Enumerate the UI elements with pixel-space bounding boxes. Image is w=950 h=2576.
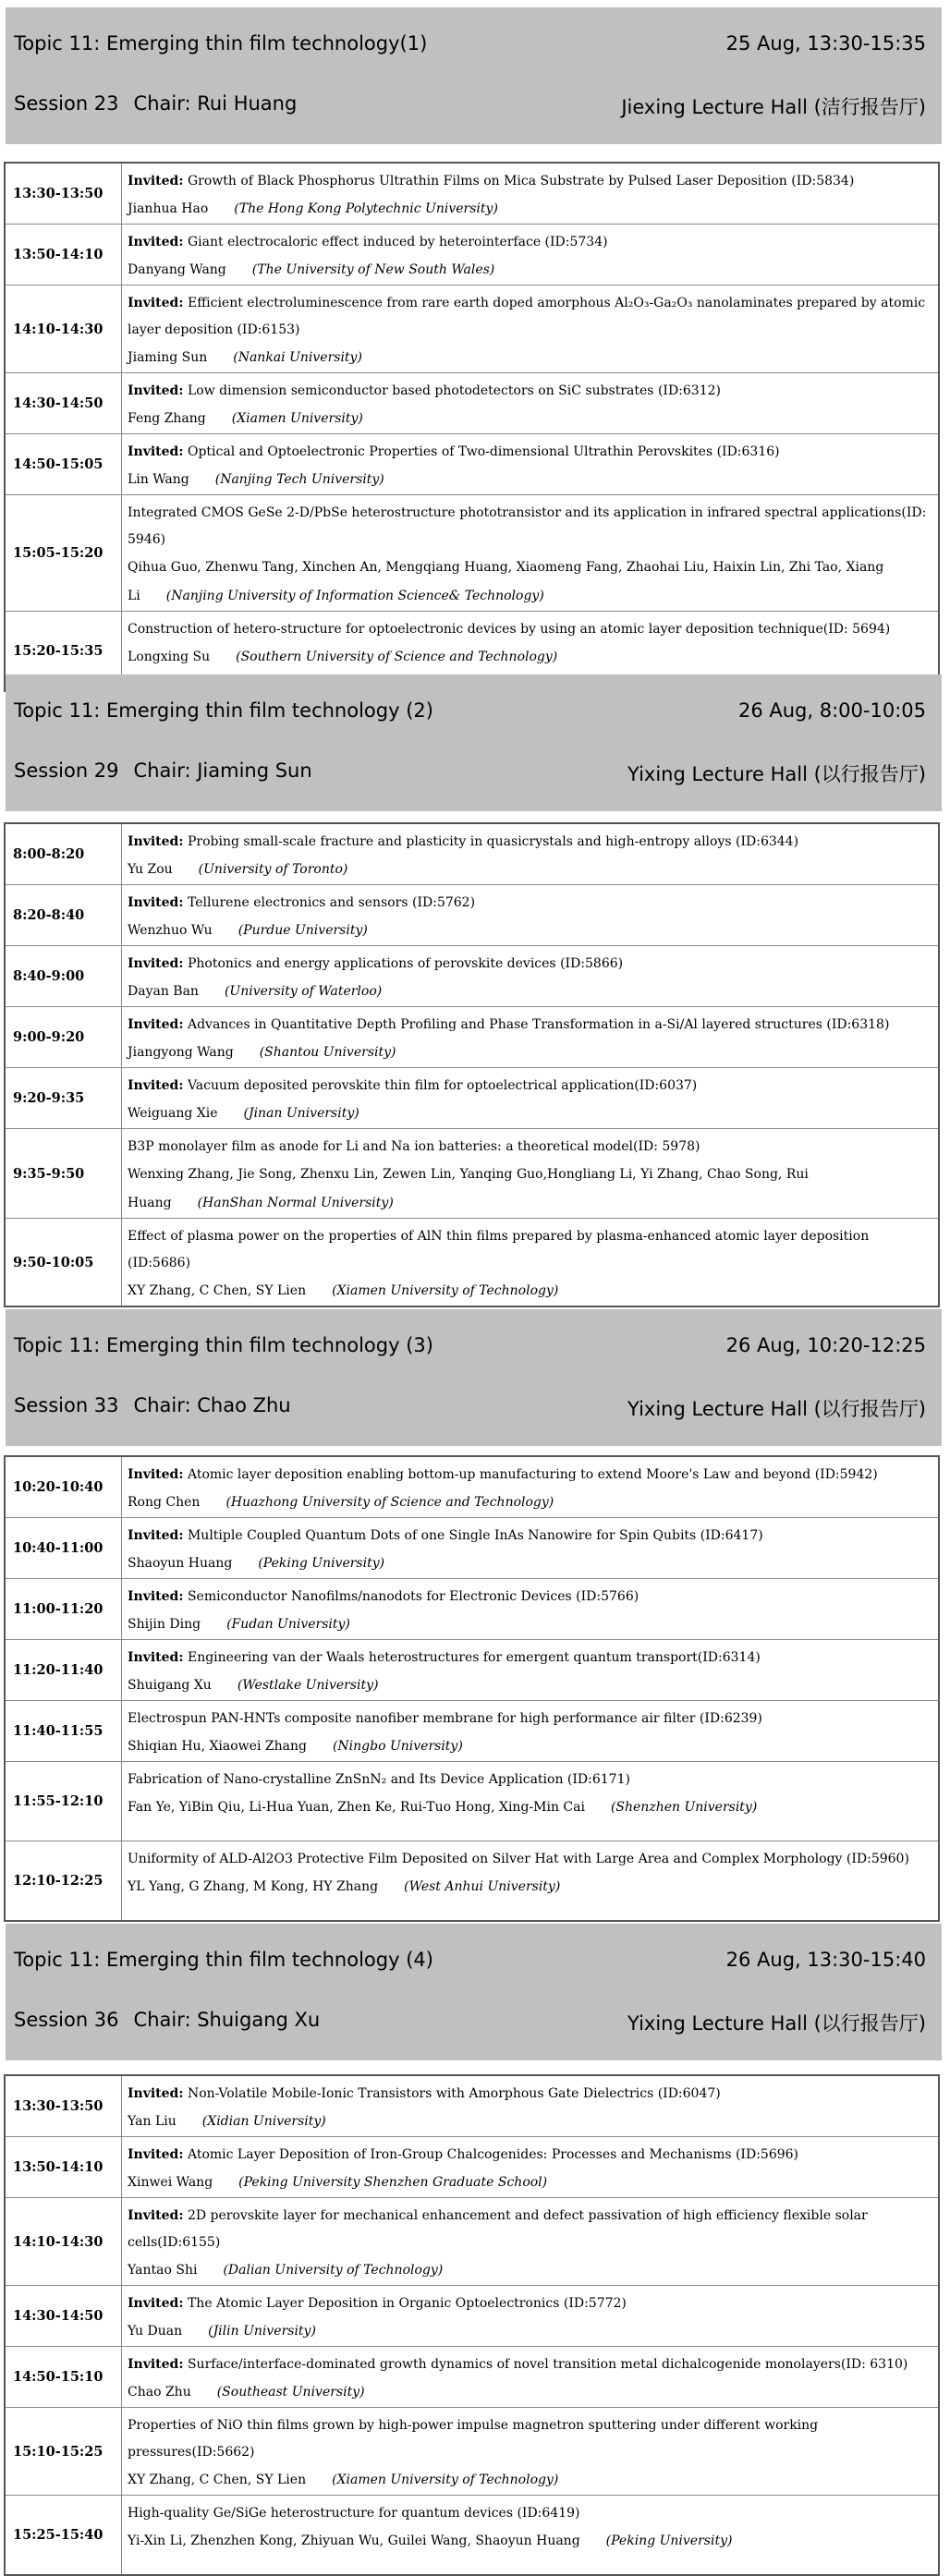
talk-time: 15:20-15:35 — [6, 612, 122, 690]
talk-content — [122, 1579, 938, 1639]
session-number: Session 33 — [14, 1394, 119, 1416]
talk-time: 11:55-12:10 — [6, 1762, 122, 1841]
talk-authors: Yu Zou — [128, 862, 173, 877]
talk-content — [122, 1701, 938, 1761]
talk-title: Low dimension semiconductor based photodetectors on SiC substrates (ID:6312) — [187, 383, 721, 398]
session-venue: Yixing Lecture Hall (以行报告厅) — [627, 2012, 926, 2035]
talk-time: 9:20-9:35 — [6, 1068, 122, 1128]
table-row — [6, 1639, 938, 1700]
talk-title: Integrated CMOS GeSe 2-D/PbSe heterostructure phototransistor and its application in infrared spectral applications(ID: 5946) — [128, 505, 927, 547]
talk-affiliation: (Xiamen University) — [231, 411, 363, 426]
talk-title: Engineering van der Waals heterostructures for emergent quantum transport(ID:6314) — [187, 1650, 761, 1665]
talk-affiliation: (Southeast University) — [216, 2385, 365, 2400]
talk-title: Vacuum deposited perovskite thin film for optoelectrical application(ID:6037) — [187, 1078, 698, 1093]
talk-time: 11:40-11:55 — [6, 1701, 122, 1761]
invited-label: Invited: — [128, 2357, 184, 2372]
talk-authors-line — [128, 553, 932, 611]
talk-title: Probing small-scale fracture and plasticity in quasicrystals and high-entropy alloys (ID:6344) — [187, 834, 799, 849]
schedule-table — [4, 162, 940, 692]
talk-title-line — [128, 500, 932, 553]
talk-affiliation: (The University of New South Wales) — [251, 262, 495, 277]
talk-authors: Chao Zhu — [128, 2385, 191, 2400]
session-number: Session 36 — [14, 2009, 119, 2031]
talk-authors-line — [128, 2169, 932, 2197]
session-header — [6, 1924, 942, 2060]
session-number: Session 23 — [14, 92, 119, 115]
talk-content — [122, 225, 938, 285]
talk-time: 9:50-10:05 — [6, 1219, 122, 1306]
session-chair: Chair: Rui Huang — [133, 92, 298, 115]
talk-title-line — [128, 890, 932, 917]
talk-content — [122, 2137, 938, 2197]
talk-time: 14:10-14:30 — [6, 2198, 122, 2285]
session-datetime: 26 Aug, 13:30-15:40 — [725, 1949, 926, 1971]
talk-authors: Shijin Ding — [128, 1617, 201, 1632]
talk-affiliation: (Fudan University) — [226, 1617, 350, 1632]
talk-title-line — [128, 1523, 932, 1549]
talk-authors: Yi-Xin Li, Zhenzhen Kong, Zhiyuan Wu, Guilei Wang, Shaoyun Huang — [128, 2533, 580, 2548]
talk-authors: Yantao Shi — [128, 2263, 198, 2278]
talk-time: 11:00-11:20 — [6, 1579, 122, 1639]
talk-time: 10:40-11:00 — [6, 1518, 122, 1578]
table-row — [6, 164, 938, 224]
talk-content — [122, 164, 938, 224]
talk-title: Construction of hetero-structure for optoelectronic devices by using an atomic layer deposition technique(ID: 5694) — [128, 622, 891, 637]
invited-label: Invited: — [128, 1078, 184, 1093]
talk-title-line — [128, 1767, 932, 1793]
talk-authors-line — [128, 2317, 932, 2346]
talk-authors-line — [128, 856, 932, 884]
talk-title: Electrospun PAN-HNTs composite nanofiber membrane for high performance air filter (ID:6239) — [128, 1711, 762, 1726]
talk-content — [122, 1068, 938, 1128]
header-line-topic — [14, 699, 926, 722]
talk-title-line — [128, 2351, 932, 2378]
talk-authors: Shiqian Hu, Xiaowei Zhang — [128, 1739, 307, 1754]
talk-title: Uniformity of ALD-Al2O3 Protective Film Deposited on Silver Hat with Large Area and Complex Morphology (ID:5960) — [128, 1852, 909, 1866]
table-row — [6, 433, 938, 494]
talk-title-line — [128, 1223, 932, 1277]
talk-content — [122, 2408, 938, 2495]
session-chair: Chair: Chao Zhu — [133, 1394, 291, 1416]
session-chair: Chair: Jiaming Sun — [133, 759, 312, 782]
invited-label: Invited: — [128, 895, 184, 910]
invited-label: Invited: — [128, 2296, 184, 2311]
talk-affiliation: (University of Toronto) — [198, 862, 348, 877]
talk-authors: Wenxing Zhang, Jie Song, Zhenxu Lin, Zewen Lin, Yanqing Guo,Hongliang Li, Yi Zhang, Chao Song, Rui Huang — [128, 1167, 809, 1210]
schedule-table — [4, 2074, 940, 2576]
header-line-session — [14, 759, 926, 787]
talk-title-line — [128, 616, 932, 643]
session-venue: Yixing Lecture Hall (以行报告厅) — [627, 763, 926, 785]
session-datetime: 25 Aug, 13:30-15:35 — [725, 32, 926, 55]
talk-affiliation: (West Anhui University) — [404, 1879, 561, 1894]
talk-title-line — [128, 829, 932, 856]
talk-authors-line — [128, 1549, 932, 1578]
talk-affiliation: (Purdue University) — [238, 923, 368, 938]
talk-title: Growth of Black Phosphorus Ultrathin Films on Mica Substrate by Pulsed Laser Deposition (ID:5834) — [187, 174, 855, 188]
talk-content — [122, 1219, 938, 1306]
talk-authors-line — [128, 1488, 932, 1517]
table-row — [6, 2285, 938, 2346]
header-line-topic — [14, 1334, 926, 1356]
table-row — [6, 1218, 938, 1306]
talk-authors: XY Zhang, C Chen, SY Lien — [128, 2473, 307, 2487]
talk-title: Properties of NiO thin films grown by high-power impulse magnetron sputtering under different working pressures(ID:5662) — [128, 2418, 819, 2460]
talk-time: 11:20-11:40 — [6, 1640, 122, 1700]
table-row — [6, 884, 938, 945]
table-row — [6, 494, 938, 611]
talk-authors-line — [128, 1160, 932, 1218]
table-row — [6, 224, 938, 285]
talk-time: 14:50-15:10 — [6, 2347, 122, 2407]
talk-title-line — [128, 229, 932, 256]
talk-authors: Yan Liu — [128, 2114, 177, 2129]
talk-authors-line — [128, 256, 932, 285]
talk-content — [122, 2496, 938, 2574]
table-row — [6, 1841, 938, 1920]
talk-authors-line — [128, 1732, 932, 1761]
table-row — [6, 285, 938, 372]
talk-time: 8:00-8:20 — [6, 824, 122, 884]
talk-title: Fabrication of Nano-crystalline ZnSnN₂ and Its Device Application (ID:6171) — [128, 1772, 630, 1787]
invited-label: Invited: — [128, 2208, 184, 2223]
talk-title: 2D perovskite layer for mechanical enhancement and defect passivation of high efficiency flexible solar cells(ID:6155) — [128, 2208, 868, 2250]
talk-content — [122, 495, 938, 611]
talk-title: Photonics and energy applications of perovskite devices (ID:5866) — [187, 956, 624, 971]
talk-title-line — [128, 2290, 932, 2317]
talk-authors: Qihua Guo, Zhenwu Tang, Xinchen An, Mengqiang Huang, Xiaomeng Fang, Zhaohai Liu, Haixin Lin, Zhi Tao, Xiang Li — [128, 560, 884, 603]
talk-time: 13:30-13:50 — [6, 164, 122, 224]
talk-authors: Yu Duan — [128, 2324, 183, 2339]
session-header — [6, 1309, 942, 1446]
table-row — [6, 2197, 938, 2285]
talk-authors-line — [128, 2466, 932, 2495]
talk-content — [122, 1640, 938, 1700]
talk-authors: Weiguang Xie — [128, 1106, 218, 1121]
talk-authors: Longxing Su — [128, 650, 211, 664]
session-chair-group — [14, 92, 297, 120]
talk-affiliation: (Nankai University) — [233, 350, 362, 365]
invited-label: Invited: — [128, 1467, 184, 1482]
talk-title: Semiconductor Nanofilms/nanodots for Electronic Devices (ID:5766) — [187, 1589, 639, 1604]
talk-title: Atomic layer deposition enabling bottom-up manufacturing to extend Moore's Law and beyond (ID:5942) — [187, 1467, 878, 1482]
talk-authors-line — [128, 1793, 932, 1822]
session-chair: Chair: Shuigang Xu — [133, 2009, 321, 2031]
header-line-session — [14, 92, 926, 120]
talk-title-line — [128, 2142, 932, 2169]
talk-affiliation: (Shantou University) — [259, 1045, 396, 1060]
talk-title-line — [128, 1012, 932, 1039]
table-row — [6, 1578, 938, 1639]
talk-content — [122, 1762, 938, 1841]
talk-affiliation: (The Hong Kong Polytechnic University) — [234, 201, 498, 216]
talk-time: 9:35-9:50 — [6, 1129, 122, 1218]
talk-authors-line — [128, 2527, 932, 2556]
talk-authors: Xinwei Wang — [128, 2175, 213, 2190]
invited-label: Invited: — [128, 1017, 184, 1032]
talk-affiliation: (HanShan Normal University) — [197, 1196, 394, 1210]
table-row — [6, 1006, 938, 1067]
talk-title-line — [128, 1073, 932, 1100]
talk-title-line — [128, 439, 932, 466]
talk-authors-line — [128, 1039, 932, 1067]
invited-label: Invited: — [128, 235, 184, 249]
talk-content — [122, 2076, 938, 2136]
talk-title-line — [128, 1846, 932, 1873]
talk-authors-line — [128, 2108, 932, 2136]
talk-title-line — [128, 378, 932, 405]
table-row — [6, 2136, 938, 2197]
talk-affiliation: (Jinan University) — [243, 1106, 359, 1121]
talk-content — [122, 885, 938, 945]
table-row — [6, 372, 938, 433]
talk-affiliation: (Xiamen University of Technology) — [332, 1283, 559, 1298]
talk-time: 8:20-8:40 — [6, 885, 122, 945]
talk-affiliation: (Ningbo University) — [332, 1739, 463, 1754]
talk-title-line — [128, 168, 932, 195]
talk-content — [122, 946, 938, 1006]
table-row — [6, 945, 938, 1006]
talk-affiliation: (Shenzhen University) — [610, 1800, 758, 1815]
topic-title: Topic 11: Emerging thin film technology (3) — [14, 1334, 433, 1356]
talk-time: 15:25-15:40 — [6, 2496, 122, 2574]
talk-authors: Shuigang Xu — [128, 1678, 212, 1693]
talk-title-line — [128, 290, 932, 344]
topic-title: Topic 11: Emerging thin film technology (4) — [14, 1949, 433, 1971]
talk-title: Optical and Optoelectronic Properties of Two-dimensional Ultrathin Perovskites (ID:6316) — [187, 444, 780, 459]
talk-time: 14:30-14:50 — [6, 373, 122, 433]
table-row — [6, 2495, 938, 2574]
talk-content — [122, 1457, 938, 1517]
talk-content — [122, 824, 938, 884]
invited-label: Invited: — [128, 1528, 184, 1543]
talk-time: 9:00-9:20 — [6, 1007, 122, 1067]
talk-content — [122, 1129, 938, 1218]
talk-authors-line — [128, 1277, 932, 1306]
talk-authors-line — [128, 917, 932, 945]
talk-authors-line — [128, 978, 932, 1006]
talk-authors-line — [128, 195, 932, 224]
invited-label: Invited: — [128, 383, 184, 398]
table-row — [6, 1700, 938, 1761]
topic-title: Topic 11: Emerging thin film technology (2) — [14, 699, 433, 722]
table-row — [6, 1067, 938, 1128]
talk-authors-line — [128, 2378, 932, 2407]
header-line-topic — [14, 32, 926, 55]
talk-title-line — [128, 951, 932, 978]
header-line-session — [14, 2009, 926, 2036]
talk-affiliation: (Huazhong University of Science and Technology) — [225, 1495, 554, 1510]
talk-content — [122, 1841, 938, 1920]
talk-authors-line — [128, 1873, 932, 1902]
invited-label: Invited: — [128, 296, 184, 310]
session-datetime: 26 Aug, 8:00-10:05 — [737, 699, 926, 722]
talk-affiliation: (Xidian University) — [201, 2114, 326, 2129]
table-row — [6, 2346, 938, 2407]
talk-authors: XY Zhang, C Chen, SY Lien — [128, 1283, 307, 1298]
invited-label: Invited: — [128, 1589, 184, 1604]
talk-time: 12:10-12:25 — [6, 1841, 122, 1920]
talk-authors-line — [128, 1671, 932, 1700]
talk-title-line — [128, 1706, 932, 1732]
invited-label: Invited: — [128, 174, 184, 188]
table-row — [6, 2076, 938, 2136]
header-line-topic — [14, 1949, 926, 1971]
session-chair-group — [14, 1394, 291, 1422]
talk-title-line — [128, 2500, 932, 2527]
talk-content — [122, 286, 938, 372]
talk-title: The Atomic Layer Deposition in Organic Optoelectronics (ID:5772) — [187, 2296, 627, 2311]
talk-title: Giant electrocaloric effect induced by heterointerface (ID:5734) — [187, 235, 608, 249]
talk-title: Surface/interface-dominated growth dynamics of novel transition metal dichalcogenide monolayers(ID: 6310) — [187, 2357, 908, 2372]
invited-label: Invited: — [128, 2147, 184, 2162]
talk-authors: Feng Zhang — [128, 411, 206, 426]
talk-title: Effect of plasma power on the properties of AlN thin films prepared by plasma-enhanced atomic layer deposition (ID:5686) — [128, 1229, 870, 1270]
talk-time: 15:05-15:20 — [6, 495, 122, 611]
talk-authors: Jiaming Sun — [128, 350, 208, 365]
talk-title: Non-Volatile Mobile-Ionic Transistors with Amorphous Gate Dielectrics (ID:6047) — [187, 2086, 721, 2101]
invited-label: Invited: — [128, 2086, 184, 2101]
table-row — [6, 1517, 938, 1578]
talk-authors-line — [128, 643, 932, 672]
talk-authors-line — [128, 2256, 932, 2285]
session-number: Session 29 — [14, 759, 119, 782]
talk-title-line — [128, 1584, 932, 1610]
talk-authors-line — [128, 405, 932, 433]
talk-title-line — [128, 1645, 932, 1671]
talk-affiliation: (Jilin University) — [208, 2324, 316, 2339]
talk-time: 13:50-14:10 — [6, 2137, 122, 2197]
talk-title: Advances in Quantitative Depth Profiling and Phase Transformation in a-Si/Al layered structures (ID:6318) — [187, 1017, 890, 1032]
talk-authors: Shaoyun Huang — [128, 1556, 233, 1571]
talk-title-line — [128, 1462, 932, 1488]
topic-title: Topic 11: Emerging thin film technology(1) — [14, 32, 428, 55]
session-venue: Yixing Lecture Hall (以行报告厅) — [627, 1398, 926, 1420]
talk-content — [122, 2198, 938, 2285]
talk-time: 10:20-10:40 — [6, 1457, 122, 1517]
talk-content — [122, 434, 938, 494]
talk-content — [122, 373, 938, 433]
session-chair-group — [14, 2009, 320, 2036]
talk-affiliation: (University of Waterloo) — [224, 984, 383, 999]
talk-affiliation: (Peking University) — [605, 2533, 733, 2548]
talk-time: 8:40-9:00 — [6, 946, 122, 1006]
talk-title: Multiple Coupled Quantum Dots of one Single InAs Nanowire for Spin Qubits (ID:6417) — [187, 1528, 763, 1543]
talk-title-line — [128, 2081, 932, 2108]
talk-affiliation: (Southern University of Science and Technology) — [236, 650, 558, 664]
session-chair-group — [14, 759, 312, 787]
talk-authors-line — [128, 344, 932, 372]
table-row — [6, 1457, 938, 1517]
talk-affiliation: (Xiamen University of Technology) — [332, 2473, 559, 2487]
invited-label: Invited: — [128, 834, 184, 849]
talk-content — [122, 2286, 938, 2346]
talk-time: 14:50-15:05 — [6, 434, 122, 494]
talk-authors: Lin Wang — [128, 472, 189, 487]
talk-content — [122, 2347, 938, 2407]
talk-time: 13:30-13:50 — [6, 2076, 122, 2136]
talk-authors: Danyang Wang — [128, 262, 226, 277]
talk-affiliation: (Peking University Shenzhen Graduate School) — [238, 2175, 548, 2190]
talk-authors: Jiangyong Wang — [128, 1045, 234, 1060]
talk-time: 14:30-14:50 — [6, 2286, 122, 2346]
table-row — [6, 1761, 938, 1841]
talk-title: High-quality Ge/SiGe heterostructure for quantum devices (ID:6419) — [128, 2506, 580, 2521]
session-header — [6, 674, 942, 811]
table-row — [6, 2407, 938, 2495]
talk-content — [122, 1007, 938, 1067]
talk-content — [122, 1518, 938, 1578]
talk-authors: Jianhua Hao — [128, 201, 209, 216]
talk-authors-line — [128, 1610, 932, 1639]
talk-authors: Rong Chen — [128, 1495, 201, 1510]
talk-authors: Wenzhuo Wu — [128, 923, 213, 938]
talk-time: 14:10-14:30 — [6, 286, 122, 372]
talk-authors-line — [128, 1100, 932, 1128]
invited-label: Invited: — [128, 444, 184, 459]
talk-title: Tellurene electronics and sensors (ID:5762) — [187, 895, 476, 910]
talk-authors: Dayan Ban — [128, 984, 199, 999]
table-row — [6, 824, 938, 884]
talk-title: Atomic Layer Deposition of Iron-Group Chalcogenides: Processes and Mechanisms (ID:5696) — [187, 2147, 798, 2162]
schedule-table — [4, 1455, 940, 1922]
session-venue: Jiexing Lecture Hall (洁行报告厅) — [621, 96, 926, 118]
talk-affiliation: (Nanjing Tech University) — [214, 472, 384, 487]
talk-title: B3P monolayer film as anode for Li and Na ion batteries: a theoretical model(ID: 5978) — [128, 1139, 700, 1154]
talk-title-line — [128, 1134, 932, 1160]
talk-authors-line — [128, 466, 932, 494]
talk-authors: YL Yang, G Zhang, M Kong, HY Zhang — [128, 1879, 379, 1894]
talk-affiliation: (Dalian University of Technology) — [223, 2263, 444, 2278]
table-row — [6, 1128, 938, 1218]
invited-label: Invited: — [128, 956, 184, 971]
talk-time: 13:50-14:10 — [6, 225, 122, 285]
talk-title-line — [128, 2203, 932, 2256]
schedule-table — [4, 822, 940, 1307]
talk-title: Efficient electroluminescence from rare earth doped amorphous Al₂O₃-Ga₂O₃ nanolaminates prepared by atomic layer deposition (ID:6153) — [128, 296, 926, 337]
invited-label: Invited: — [128, 1650, 184, 1665]
session-header — [6, 7, 942, 144]
talk-time: 15:10-15:25 — [6, 2408, 122, 2495]
talk-affiliation: (Nanjing University of Information Science& Technology) — [165, 589, 544, 603]
talk-affiliation: (Peking University) — [258, 1556, 385, 1571]
talk-title-line — [128, 2412, 932, 2466]
talk-affiliation: (Westlake University) — [237, 1678, 379, 1693]
talk-authors: Fan Ye, YiBin Qiu, Li-Hua Yuan, Zhen Ke, Rui-Tuo Hong, Xing-Min Cai — [128, 1800, 585, 1815]
session-datetime: 26 Aug, 10:20-12:25 — [725, 1334, 926, 1356]
header-line-session — [14, 1394, 926, 1422]
